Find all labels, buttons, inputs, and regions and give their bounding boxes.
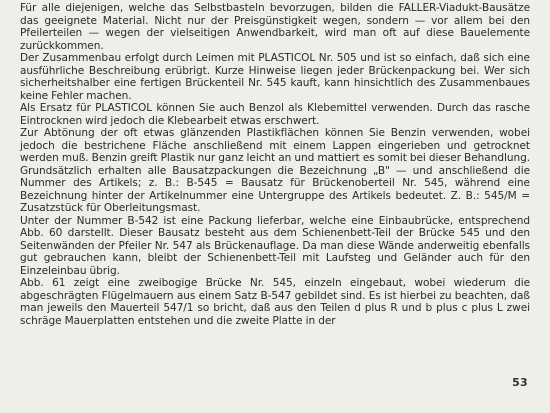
paragraph-abb61: Abb. 61 zeigt eine zweibogige Brücke Nr. 545, einzeln eingebaut, wobei wiederum die abgeschrägten Flügelmauern aus einem Satz B-547 gebildet sind. Es ist hierbei zu beachten, daß man jeweils den Mauerteil 547/1 so bricht, daß aus den Teilen d plus R und b plus c plus L zwei schräge Mauerplatten entstehen und die zweite Platte in der — [20, 277, 530, 327]
paragraph-benzol: Als Ersatz für PLASTICOL können Sie auch Benzol als Klebemittel verwenden. Durch das rasche Eintrocknen wird jedoch die Klebearbeit etwas erschwert. — [20, 102, 530, 127]
page-number: 53 — [512, 376, 528, 389]
paragraph-assembly: Der Zusammenbau erfolgt durch Leimen mit PLASTICOL Nr. 505 und ist so einfach, daß sich eine ausführliche Beschreibung erübrigt. Kurze Hinweise liegen jeder Brückenpackung bei. Wer sich sicherheitshalber eine fertigen Brückenteil Nr. 545 kauft, kann hinsichtlich des Zusammenbaues keine Fehler machen. — [20, 52, 530, 102]
paragraph-intro: Für alle diejenigen, welche das Selbstbasteln bevorzugen, bilden die FALLER-Viadukt-Bausätze das geeignete Material. Nicht nur der Preisgünstigkeit wegen, sondern — vor allem bei den Pfeilerteilen — wegen der vielseitigen Anwendbarkeit, wird man oft auf diese Bauelemente zurückkommen. — [20, 2, 530, 52]
paragraph-designation: Grundsätzlich erhalten alle Bausatzpackungen die Bezeichnung „B" — und anschließend die Nummer des Artikels; z. B.: B-545 = Bausatz für Brückenoberteil Nr. 545, während eine Bezeichnung hinter der Artikelnummer eine Untergruppe des Artikels bedeutet. Z. B.: 545/M = Zusatzstück für Oberleitungsmast. — [20, 164, 530, 214]
paragraph-b542: Unter der Nummer B-542 ist eine Packung lieferbar, welche eine Einbaubrücke, entsprechend Abb. 60 darstellt. Dieser Bausatz besteht aus dem Schienenbett-Teil der Brücke 545 und den Seitenwänden der Pfeiler Nr. 547 als Brückenauflage. Da man diese Wände anderweitig ebenfalls gut gebrauchen kann, bleibt der Schienenbett-Teil mit Laufsteg und Geländer auch für den Einzeleinbau übrig. — [20, 214, 530, 277]
paragraph-toning: Zur Abtönung der oft etwas glänzenden Plastikflächen können Sie Benzin verwenden, wobei jedoch die bestrichene Fläche anschließend mit einem Lappen eingerieben und getrocknet werden muß. Benzin greift Plastik nur ganz leicht an und mattiert es somit bei dieser Behandlung. — [20, 127, 530, 164]
page-text-body — [20, 2, 530, 327]
